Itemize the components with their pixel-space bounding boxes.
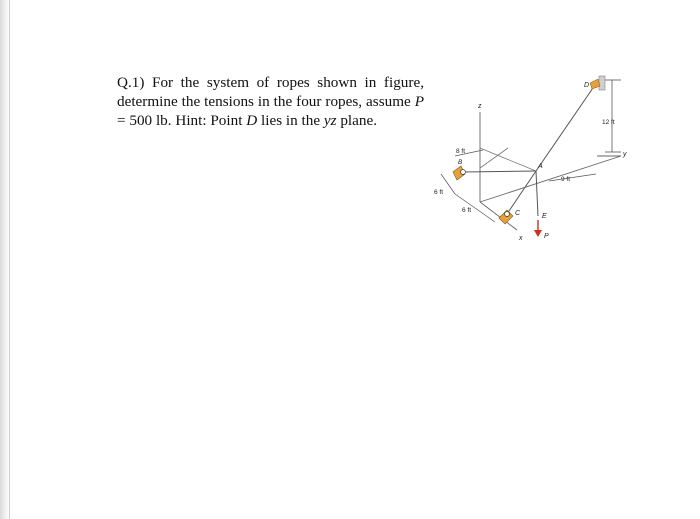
rope-ab	[463, 171, 536, 172]
dim-6-left-line	[441, 174, 455, 194]
support-d	[590, 79, 600, 89]
dim-9-label: 9 ft	[561, 176, 571, 183]
question-prefix: Q.1) For the system of ropes shown in figure, determine the tensions in the four ropes, assume	[117, 74, 424, 110]
label-a: A	[538, 163, 543, 170]
dim-6-bottom-label: 6 ft	[462, 207, 472, 214]
question-mid2: lies in the	[257, 112, 324, 129]
page-edge-line	[9, 0, 10, 519]
support-b-ring	[461, 170, 466, 175]
y-axis-label: y	[623, 151, 627, 158]
var-d: D	[246, 112, 258, 129]
support-c-ring	[505, 212, 510, 217]
load-arrow-head	[534, 230, 542, 237]
label-d: D	[584, 82, 590, 89]
rope-ad	[536, 85, 595, 171]
label-c: C	[515, 210, 521, 217]
dim-8-label: 8 ft	[456, 148, 466, 155]
dim-12-label: 12 ft	[602, 119, 615, 126]
support-d-wall	[599, 76, 605, 90]
dim-6-bottom-line	[455, 194, 495, 222]
question-text	[117, 73, 424, 130]
var-p: P	[414, 93, 424, 110]
rope-ae	[536, 171, 538, 216]
dim-6-left-label: 6 ft	[434, 189, 444, 196]
x-axis-label: x	[519, 235, 523, 242]
label-e: E	[542, 213, 547, 220]
label-p: P	[544, 233, 549, 240]
frame-line	[480, 148, 536, 171]
rope-system-figure	[425, 70, 640, 245]
y-axis	[480, 156, 621, 202]
z-axis-label: z	[478, 103, 482, 110]
rope-ac	[507, 171, 536, 214]
question-suffix: plane.	[336, 112, 378, 129]
var-yz: yz	[323, 112, 337, 129]
question-mid1: = 500 lb. Hint: Point	[117, 112, 247, 129]
label-b: B	[458, 159, 463, 166]
